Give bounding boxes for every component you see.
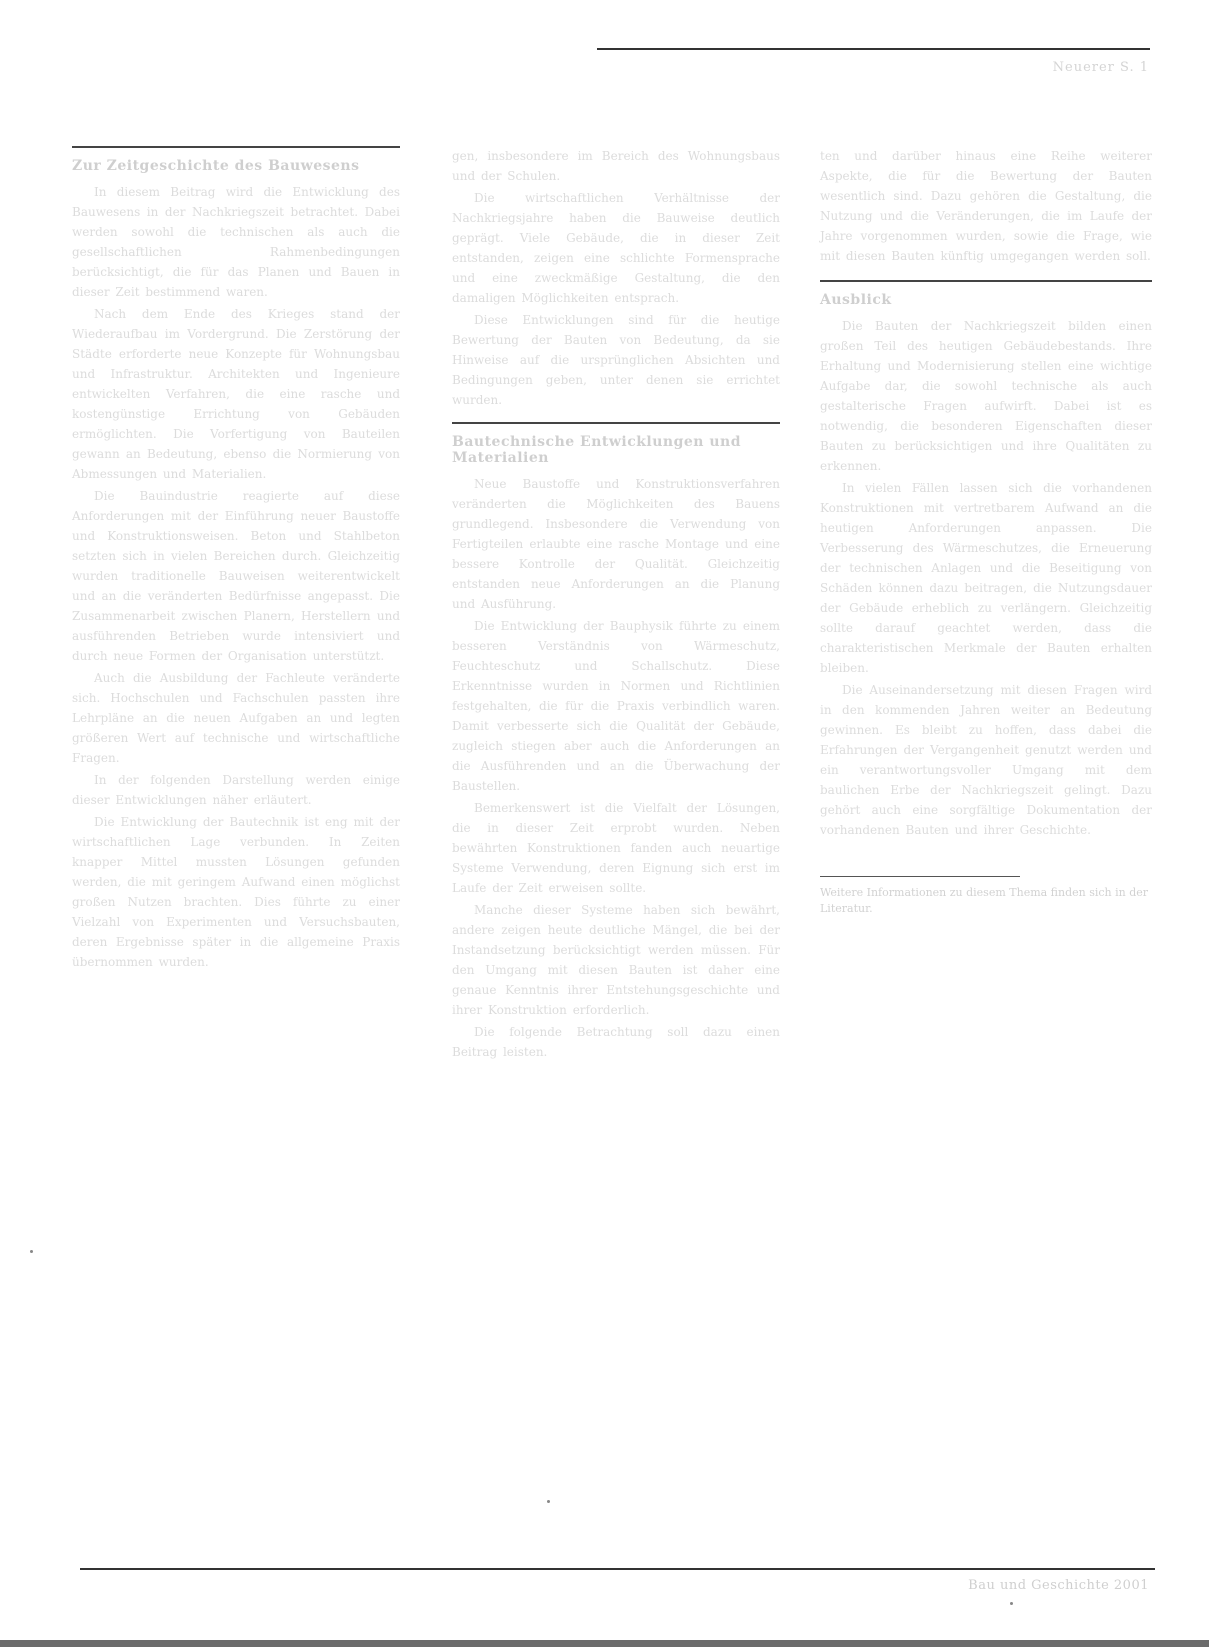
paragraph: Nach dem Ende des Krieges stand der Wiederaufbau im Vordergrund. Die Zerstörung der Städte erforderte neue Konzepte für Wohnungsbau und Infrastruktur. Architekten und Ingenieure entwickelten Verfahren, die eine rasche und kostengünstige Errichtung von Gebäuden ermöglichten. Die Vorfertigung von Bauteilen gewann an Bedeutung, ebenso die Normierung von Abmessungen und Materialien.: [72, 307, 400, 481]
paragraph: Die Entwicklung der Bautechnik ist eng mit der wirtschaftlichen Lage verbunden. In Zeiten knapper Mittel mussten Lösungen gefunden werden, die mit geringem Aufwand einen möglichst großen Nutzen brachten. Dies führte zu einer Vielzahl von Experimenten und Versuchsbauten, deren Ergebnisse später in die allgemeine Praxis übernommen wurden.: [72, 815, 400, 969]
paragraph: In der folgenden Darstellung werden einige dieser Entwicklungen näher erläutert.: [72, 773, 400, 807]
header-rule: [597, 48, 1150, 50]
paragraph: Neue Baustoffe und Konstruktionsverfahren veränderten die Möglichkeiten des Bauens grundlegend. Insbesondere die Verwendung von Fertigteilen erlaubte eine rasche Montage und eine bessere Kontrolle der Qualität. Gleichzeitig entstanden neue Anforderungen an die Planung und Ausführung.: [452, 477, 780, 611]
paragraph: Die Entwicklung der Bauphysik führte zu einem besseren Verständnis von Wärmeschutz, Feuchteschutz und Schallschutz. Diese Erkenntnisse wurden in Normen und Richtlinien festgehalten, die für die Praxis verbindlich waren. Damit verbesserte sich die Qualität der Gebäude, zugleich stiegen aber auch die Anforderungen an die Ausführenden und an die Überwachung der Baustellen.: [452, 619, 780, 793]
column-2: [452, 146, 780, 1062]
section-rule: [452, 422, 780, 424]
paragraph: Auch die Ausbildung der Fachleute veränderte sich. Hochschulen und Fachschulen passten ihre Lehrpläne an die neuen Aufgaben an und legten größeren Wert auf technische und wirtschaftliche Fragen.: [72, 671, 400, 765]
running-head: Neuerer S. 1: [1052, 60, 1149, 75]
paragraph: Manche dieser Systeme haben sich bewährt, andere zeigen heute deutliche Mängel, die bei der Instandsetzung berücksichtigt werden müssen. Für den Umgang mit diesen Bauten ist daher eine genaue Kenntnis ihrer Entstehungsgeschichte und ihrer Konstruktion erforderlich.: [452, 903, 780, 1017]
paragraph: Die Auseinandersetzung mit diesen Fragen wird in den kommenden Jahren weiter an Bedeutung gewinnen. Es bleibt zu hoffen, dass dabei die Erfahrungen der Vergangenheit genutzt werden und ein verantwortungsvoller Umgang mit dem baulichen Erbe der Nachkriegszeit gelingt. Dazu gehört auch eine sorgfältige Dokumentation der vorhandenen Bauten und ihrer Geschichte.: [820, 683, 1152, 837]
paragraph: Die folgende Betrachtung soll dazu einen Beitrag leisten.: [452, 1025, 780, 1059]
column-3: [820, 146, 1152, 917]
paragraph: ten und darüber hinaus eine Reihe weiterer Aspekte, die für die Bewertung der Bauten wesentlich sind. Dazu gehören die Gestaltung, die Nutzung und die Veränderungen, die im Laufe der Jahre vorgenommen wurden, sowie die Frage, wie mit diesen Bauten künftig umgegangen werden soll.: [820, 149, 1152, 263]
footer-text: Bau und Geschichte 2001: [968, 1578, 1149, 1593]
footer-rule: [80, 1568, 1155, 1570]
paragraph: In diesem Beitrag wird die Entwicklung des Bauwesens in der Nachkriegszeit betrachtet. Dabei werden sowohl die technischen als auch die gesellschaftlichen Rahmenbedingungen berücksichtigt, die für das Planen und Bauen in dieser Zeit bestimmend waren.: [72, 185, 400, 299]
footnote: Weitere Informationen zu diesem Thema finden sich in der Literatur.: [820, 886, 1149, 915]
column-1: [72, 146, 400, 972]
speck: [30, 1250, 33, 1253]
speck: [1010, 1602, 1013, 1605]
paragraph: Bemerkenswert ist die Vielfalt der Lösungen, die in dieser Zeit erprobt wurden. Neben bewährten Konstruktionen fanden auch neuartige Systeme Verwendung, deren Eignung sich erst im Laufe der Zeit erweisen sollte.: [452, 801, 780, 895]
paragraph: Die wirtschaftlichen Verhältnisse der Nachkriegsjahre haben die Bauweise deutlich geprägt. Viele Gebäude, die in dieser Zeit entstanden, zeigen eine schlichte Formensprache und eine zweckmäßige Gestaltung, die den damaligen Möglichkeiten entsprach.: [452, 191, 780, 305]
section-heading: Ausblick: [820, 292, 892, 308]
scan-edge: [0, 1640, 1209, 1647]
paragraph: gen, insbesondere im Bereich des Wohnungsbaus und der Schulen.: [452, 149, 780, 183]
footnote-rule: [820, 876, 1020, 877]
paragraph: Die Bauten der Nachkriegszeit bilden einen großen Teil des heutigen Gebäudebestands. Ihre Erhaltung und Modernisierung stellen eine wichtige Aufgabe dar, die sowohl technische als auch gestalterische Fragen aufwirft. Dabei ist es notwendig, die besonderen Eigenschaften dieser Bauten zu berücksichtigen und ihre Qualitäten zu erkennen.: [820, 319, 1152, 473]
section-heading: Zur Zeitgeschichte des Bauwesens: [72, 158, 360, 174]
section-rule: [72, 146, 400, 148]
speck: [547, 1500, 550, 1503]
paragraph: Die Bauindustrie reagierte auf diese Anforderungen mit der Einführung neuer Baustoffe und Konstruktionsweisen. Beton und Stahlbeton setzten sich in vielen Bereichen durch. Gleichzeitig wurden traditionelle Bauweisen weiterentwickelt und an die veränderten Bedürfnisse angepasst. Die Zusammenarbeit zwischen Planern, Herstellern und ausführenden Betrieben wurde intensiviert und durch neue Formen der Organisation unterstützt.: [72, 489, 400, 663]
paragraph: Diese Entwicklungen sind für die heutige Bewertung der Bauten von Bedeutung, da sie Hinweise auf die ursprünglichen Absichten und Bedingungen geben, unter denen sie errichtet wurden.: [452, 313, 780, 407]
paragraph: In vielen Fällen lassen sich die vorhandenen Konstruktionen mit vertretbarem Aufwand an die heutigen Anforderungen anpassen. Die Verbesserung des Wärmeschutzes, die Erneuerung der technischen Anlagen und die Beseitigung von Schäden können dazu beitragen, die Nutzungsdauer der Gebäude erheblich zu verlängern. Gleichzeitig sollte darauf geachtet werden, dass die charakteristischen Merkmale der Bauten erhalten bleiben.: [820, 481, 1152, 675]
section-rule: [820, 280, 1152, 282]
section-heading: Bautechnische Entwicklungen und Materialien: [452, 434, 742, 466]
